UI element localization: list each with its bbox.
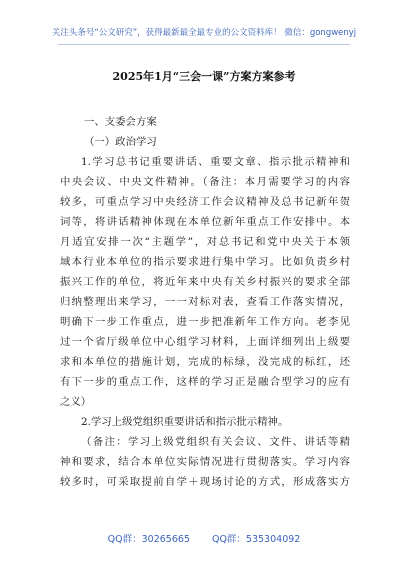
header-divider — [58, 44, 350, 45]
paragraph-line: 月适宜安排一次“主题学”，对总书记和党中央关于本领 — [60, 236, 350, 248]
item2-heading: 2.学习上级党组织重要讲话和指示批示精神。 — [81, 416, 289, 428]
paragraph-line: 求和本单位的措施计划，完成的标绿，没完成的标红，还 — [60, 356, 350, 368]
paragraph-line: 归纳整理出来学习，一一对标对表，查看工作落实情况， — [60, 296, 350, 308]
section-heading: 一、支委会方案 — [84, 116, 157, 128]
paragraph-line: 振兴工作的单位，将近年来中央有关乡村振兴的要求全部 — [60, 276, 350, 288]
footer-qq-group-2: QQ群：535304092 — [211, 534, 301, 545]
paragraph-line: 有下一步的重点工作，这样的学习正是融合型学习的应有 — [60, 376, 350, 388]
document-body — [60, 112, 350, 492]
paragraph-line: （备注：学习上级党组织有关会议、文件、讲话等精 — [81, 436, 350, 448]
paragraph-line: 神和要求，结合本单位实际情况进行贯彻落实。学习内容 — [60, 456, 350, 468]
document-title: 2025年1月“三会一课”方案方案参考 — [112, 70, 296, 83]
paragraph-line: 1.学习总书记重要讲话、重要文章、指示批示精神和 — [81, 156, 350, 168]
paragraph-line: 之义） — [60, 396, 92, 408]
paragraph-line: 过一个省厅级单位中心组学习材料，上面详细列出上级要 — [60, 336, 350, 348]
paragraph-line: 较多，可重点学习中央经济工作会议精神及总书记新年贺 — [60, 196, 350, 208]
paragraph-line: 较多时，可采取提前自学＋现场讨论的方式，形成落实方 — [60, 476, 350, 488]
paragraph-line: 词等，将讲话精神体现在本单位新年重点工作安排中。本 — [60, 216, 350, 228]
footer-contacts — [0, 531, 408, 545]
paragraph-line: 明确下一步工作重点，进一步把准新年工作方向。老李见 — [60, 316, 350, 328]
subsection-heading: （一）政治学习 — [84, 136, 157, 148]
footer-qq-group-1: QQ群：30265665 — [107, 534, 190, 545]
header-promo-note: 关注头条号“公文研究”，获得最新最全最专业的公文资料库！ 微信：gongwenyj — [51, 28, 357, 38]
paragraph-line: 中央会议、中央文件精神。（备注：本月需要学习的内容 — [60, 176, 350, 188]
paragraph-line: 域本行业本单位的指示要求进行集中学习。比如负责乡村 — [60, 256, 350, 268]
